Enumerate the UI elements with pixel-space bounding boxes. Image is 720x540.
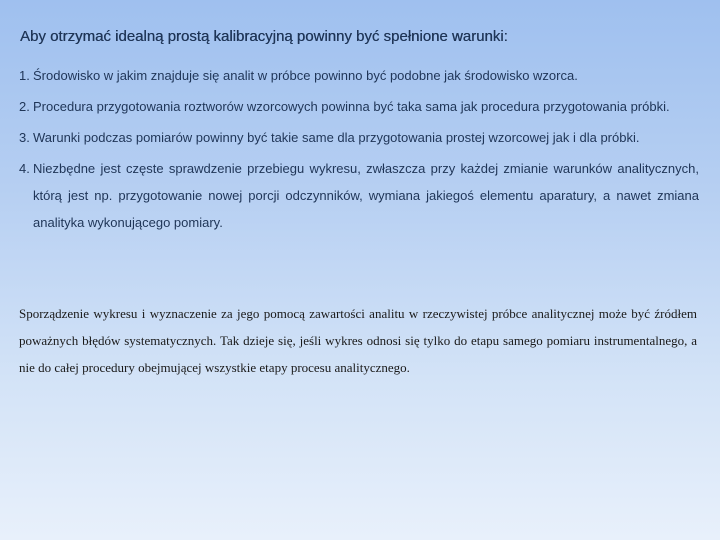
summary-paragraph: Sporządzenie wykresu i wyznaczenie za jego pomocą zawartości analitu w rzeczywistej próbce analitycznej może być źródłem poważnych błędów systematycznych. Tak dzieje się, jeśli wykres odnosi się tylko do etapu samego pomiaru instrumentalnego, a nie do całej procedury obejmującej wszystkie etapy procesu analitycznego. xyxy=(19,306,697,375)
slide-heading: Aby otrzymać idealną prostą kalibracyjną powinny być spełnione warunki: xyxy=(20,28,508,45)
list-item xyxy=(19,124,699,151)
list-item-number: 3. xyxy=(19,130,30,145)
list-item-number: 2. xyxy=(19,99,30,114)
list-item xyxy=(19,93,699,120)
list-item-text: Procedura przygotowania roztworów wzorcowych powinna być taka sama jak procedura przygotowania próbki. xyxy=(33,99,670,114)
list-item-text: Warunki podczas pomiarów powinny być takie same dla przygotowania prostej wzorcowej jak i dla próbki. xyxy=(33,130,640,145)
list-item-number: 1. xyxy=(19,68,30,83)
list-item-text: Niezbędne jest częste sprawdzenie przebiegu wykresu, zwłaszcza przy każdej zmianie warunków analitycznych, którą jest np. przygotowanie nowej porcji odczynników, wymiana jakiegoś elementu aparatury, a nawet zmiana analityka wykonującego pomiary. xyxy=(33,161,699,230)
conditions-list xyxy=(19,62,699,240)
list-item xyxy=(19,155,699,236)
list-item xyxy=(19,62,699,89)
list-item-number: 4. xyxy=(19,161,30,176)
list-item-text: Środowisko w jakim znajduje się analit w próbce powinno być podobne jak środowisko wzorca. xyxy=(33,68,578,83)
